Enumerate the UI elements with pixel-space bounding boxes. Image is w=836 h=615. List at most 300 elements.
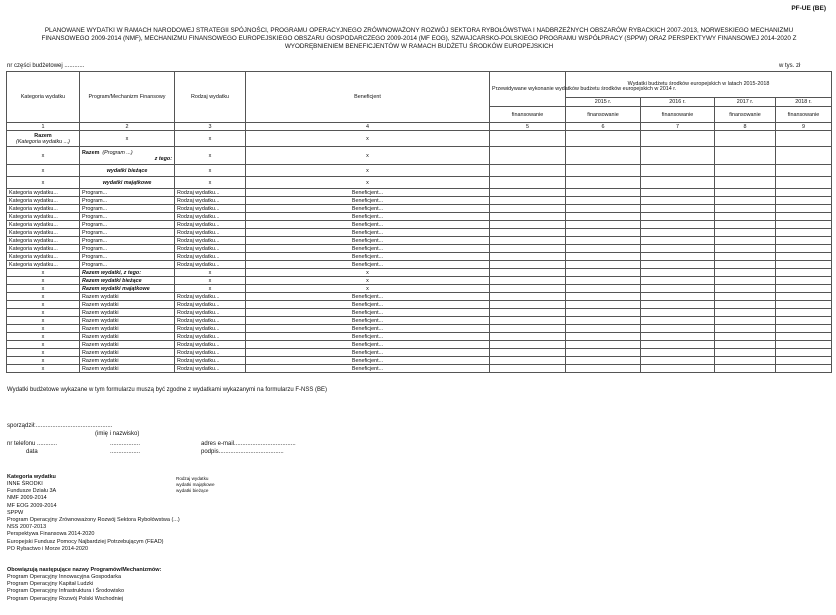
value-cell[interactable] bbox=[641, 229, 715, 237]
razem-detail-row bbox=[7, 341, 832, 349]
x-cell: x bbox=[7, 147, 80, 165]
x-cell: x bbox=[175, 277, 246, 285]
value-cell[interactable] bbox=[490, 341, 566, 349]
value-cell[interactable] bbox=[641, 213, 715, 221]
rodzaj-cell: Rodzaj wydatku... bbox=[175, 213, 246, 221]
value-cell[interactable] bbox=[776, 189, 832, 197]
x-cell: x bbox=[7, 365, 80, 373]
col-number: 8 bbox=[715, 123, 776, 131]
razem-cell: Razem wydatki bbox=[80, 293, 175, 301]
legend-program-heading: Obowiązują następujące nazwy Programów/Mechanizmów: bbox=[7, 567, 162, 573]
kategoria-cell: Kategoria wydatku... bbox=[7, 261, 80, 269]
summary-sub-label: (Kategoria wydatku ...) bbox=[16, 138, 70, 145]
email-label: adres e-mail..................................... bbox=[201, 441, 296, 447]
value-cell[interactable] bbox=[641, 285, 715, 293]
value-cell[interactable] bbox=[566, 333, 641, 341]
page-title bbox=[8, 27, 830, 51]
x-cell: x bbox=[7, 301, 80, 309]
value-cell[interactable] bbox=[490, 285, 566, 293]
value-cell[interactable] bbox=[776, 245, 832, 253]
col-number: 3 bbox=[175, 123, 246, 131]
value-cell[interactable] bbox=[776, 317, 832, 325]
value-cell[interactable] bbox=[715, 229, 776, 237]
legend-kategoria-item: NSS 2007-2013 bbox=[7, 524, 47, 531]
beneficjent-cell: Beneficjent... bbox=[246, 189, 490, 197]
expenditure-table bbox=[6, 71, 832, 373]
value-cell[interactable] bbox=[490, 147, 566, 165]
value-cell[interactable] bbox=[566, 325, 641, 333]
value-cell[interactable] bbox=[566, 261, 641, 269]
summary-row-majatkowe bbox=[7, 177, 832, 189]
summary-label: Razem bbox=[82, 149, 100, 156]
detail-row bbox=[7, 197, 832, 205]
value-cell[interactable] bbox=[776, 165, 832, 177]
value-cell[interactable] bbox=[490, 325, 566, 333]
razem-detail-row bbox=[7, 349, 832, 357]
x-cell: x bbox=[7, 309, 80, 317]
value-cell[interactable] bbox=[641, 205, 715, 213]
value-cell[interactable] bbox=[776, 269, 832, 277]
razem-cell: Razem wydatki bbox=[80, 357, 175, 365]
razem-detail-row bbox=[7, 365, 832, 373]
value-cell[interactable] bbox=[715, 189, 776, 197]
kategoria-cell: Kategoria wydatku... bbox=[7, 189, 80, 197]
value-cell[interactable] bbox=[715, 317, 776, 325]
value-cell[interactable] bbox=[715, 365, 776, 373]
value-cell[interactable] bbox=[715, 357, 776, 365]
legend-kategoria-item: Program Operacyjny Zrównoważony Rozwój Sektora Rybołówstwa (...) bbox=[7, 517, 180, 524]
kategoria-cell: Kategoria wydatku... bbox=[7, 205, 80, 213]
x-cell: x bbox=[246, 177, 490, 189]
value-cell[interactable] bbox=[715, 285, 776, 293]
header-year: 2017 r. bbox=[715, 97, 776, 106]
value-cell[interactable] bbox=[776, 177, 832, 189]
value-cell[interactable] bbox=[490, 261, 566, 269]
beneficjent-cell: Beneficjent... bbox=[246, 253, 490, 261]
col-number: 9 bbox=[776, 123, 832, 131]
header-beneficjent: Beneficjent bbox=[246, 72, 490, 123]
value-cell[interactable] bbox=[776, 229, 832, 237]
value-cell[interactable] bbox=[776, 341, 832, 349]
legend-rodzaj-list bbox=[176, 482, 215, 494]
value-cell[interactable] bbox=[641, 189, 715, 197]
legend-rodzaj bbox=[176, 476, 215, 494]
header-year: 2018 r. bbox=[776, 97, 832, 106]
value-cell[interactable] bbox=[490, 309, 566, 317]
x-cell: x bbox=[246, 277, 490, 285]
razem-detail-row bbox=[7, 301, 832, 309]
legend-program-list bbox=[7, 574, 161, 603]
value-cell[interactable] bbox=[715, 261, 776, 269]
value-cell[interactable] bbox=[490, 317, 566, 325]
value-cell[interactable] bbox=[641, 177, 715, 189]
col-number: 6 bbox=[566, 123, 641, 131]
rodzaj-cell: Rodzaj wydatku... bbox=[175, 357, 246, 365]
header-przewidywane: Przewidywane wykonanie wydatków budżetu środków europejskich w 2014 r. bbox=[490, 72, 566, 107]
x-cell: x bbox=[175, 131, 246, 147]
summary-row-biezace bbox=[7, 165, 832, 177]
rodzaj-cell: Rodzaj wydatku... bbox=[175, 325, 246, 333]
value-cell[interactable] bbox=[566, 245, 641, 253]
kategoria-cell: Kategoria wydatku... bbox=[7, 253, 80, 261]
prepared-by: sporządził:.............................................. bbox=[7, 423, 113, 429]
beneficjent-cell: Beneficjent... bbox=[246, 245, 490, 253]
header-finansowanie: finansowanie bbox=[490, 107, 566, 123]
legend-program-item: Program Operacyjny Innowacyjna Gospodarka bbox=[7, 574, 122, 580]
value-cell[interactable] bbox=[566, 189, 641, 197]
value-cell[interactable] bbox=[776, 293, 832, 301]
value-cell[interactable] bbox=[641, 253, 715, 261]
budget-part-label: nr części budżetowej ............ bbox=[7, 63, 85, 69]
x-cell: x bbox=[175, 285, 246, 293]
value-cell[interactable] bbox=[490, 221, 566, 229]
value-cell[interactable] bbox=[566, 349, 641, 357]
value-cell[interactable] bbox=[776, 365, 832, 373]
value-cell[interactable] bbox=[490, 333, 566, 341]
value-cell[interactable] bbox=[776, 213, 832, 221]
legend-kategoria-item: NMF 2009-2014 bbox=[7, 495, 47, 502]
value-cell[interactable] bbox=[715, 325, 776, 333]
detail-row bbox=[7, 213, 832, 221]
value-cell[interactable] bbox=[641, 357, 715, 365]
x-cell: x bbox=[80, 131, 175, 147]
col-number: 4 bbox=[246, 123, 490, 131]
rodzaj-cell: Rodzaj wydatku... bbox=[175, 221, 246, 229]
value-cell[interactable] bbox=[566, 341, 641, 349]
value-cell[interactable] bbox=[776, 309, 832, 317]
kategoria-cell: Kategoria wydatku... bbox=[7, 221, 80, 229]
value-cell[interactable] bbox=[641, 277, 715, 285]
form-code: PF-UE (BE) bbox=[791, 5, 826, 12]
beneficjent-cell: Beneficjent... bbox=[246, 301, 490, 309]
unit-label: w tys. zł bbox=[779, 63, 801, 69]
value-cell[interactable] bbox=[490, 177, 566, 189]
value-cell[interactable] bbox=[776, 277, 832, 285]
value-cell[interactable] bbox=[715, 341, 776, 349]
value-cell[interactable] bbox=[641, 269, 715, 277]
value-cell[interactable] bbox=[776, 357, 832, 365]
legend-rodzaj-heading: Rodzaj wydatku bbox=[176, 476, 209, 481]
value-cell[interactable] bbox=[776, 301, 832, 309]
program-cell: Program... bbox=[80, 197, 175, 205]
legend-kategoria-item: INNE ŚRODKI bbox=[7, 481, 43, 487]
beneficjent-cell: Beneficjent... bbox=[246, 349, 490, 357]
value-cell[interactable] bbox=[641, 147, 715, 165]
rodzaj-cell: Rodzaj wydatku... bbox=[175, 293, 246, 301]
consistency-note: Wydatki budżetowe wykazane w tym formularzu muszą być zgodne z wydatkami wykazanymi na formularzu F-NSS (BE) bbox=[7, 387, 328, 393]
razem-cell: Razem wydatki bbox=[80, 349, 175, 357]
value-cell[interactable] bbox=[566, 253, 641, 261]
detail-row bbox=[7, 229, 832, 237]
value-cell[interactable] bbox=[490, 189, 566, 197]
rodzaj-cell: Rodzaj wydatku... bbox=[175, 245, 246, 253]
program-cell: Program... bbox=[80, 237, 175, 245]
col-number: 5 bbox=[490, 123, 566, 131]
value-cell[interactable] bbox=[776, 285, 832, 293]
value-cell[interactable] bbox=[715, 277, 776, 285]
rodzaj-cell: Rodzaj wydatku... bbox=[175, 341, 246, 349]
value-cell[interactable] bbox=[490, 365, 566, 373]
detail-row bbox=[7, 205, 832, 213]
x-cell: x bbox=[7, 333, 80, 341]
value-cell[interactable] bbox=[641, 165, 715, 177]
value-cell[interactable] bbox=[715, 309, 776, 317]
beneficjent-cell: Beneficjent... bbox=[246, 237, 490, 245]
program-cell: Program... bbox=[80, 205, 175, 213]
value-cell[interactable] bbox=[715, 177, 776, 189]
header-row bbox=[7, 72, 832, 98]
value-cell[interactable] bbox=[715, 349, 776, 357]
detail-row bbox=[7, 237, 832, 245]
value-cell[interactable] bbox=[776, 349, 832, 357]
value-cell[interactable] bbox=[490, 131, 566, 147]
value-cell[interactable] bbox=[566, 165, 641, 177]
value-cell[interactable] bbox=[641, 221, 715, 229]
beneficjent-cell: Beneficjent... bbox=[246, 205, 490, 213]
beneficjent-cell: Beneficjent... bbox=[246, 325, 490, 333]
legend-program-item: Program Operacyjny Kapitał Ludzki bbox=[7, 581, 94, 588]
column-number-row bbox=[7, 123, 832, 131]
value-cell[interactable] bbox=[566, 147, 641, 165]
x-cell: x bbox=[7, 325, 80, 333]
value-cell[interactable] bbox=[776, 221, 832, 229]
value-cell[interactable] bbox=[490, 293, 566, 301]
value-cell[interactable] bbox=[566, 205, 641, 213]
value-cell[interactable] bbox=[566, 317, 641, 325]
value-cell[interactable] bbox=[566, 357, 641, 365]
value-cell[interactable] bbox=[566, 229, 641, 237]
rodzaj-cell: Rodzaj wydatku... bbox=[175, 365, 246, 373]
value-cell[interactable] bbox=[776, 253, 832, 261]
value-cell[interactable] bbox=[641, 301, 715, 309]
summary-row-program bbox=[7, 147, 832, 165]
value-cell[interactable] bbox=[715, 293, 776, 301]
value-cell[interactable] bbox=[715, 301, 776, 309]
x-cell: x bbox=[7, 341, 80, 349]
program-cell: Program... bbox=[80, 253, 175, 261]
value-cell[interactable] bbox=[566, 269, 641, 277]
summary-biezace-label: wydatki bieżące bbox=[80, 165, 175, 177]
value-cell[interactable] bbox=[490, 253, 566, 261]
legend-kategoria-item: PO Rybactwo i Morze 2014-2020 bbox=[7, 545, 89, 552]
value-cell[interactable] bbox=[490, 213, 566, 221]
value-cell[interactable] bbox=[641, 333, 715, 341]
rodzaj-cell: Rodzaj wydatku... bbox=[175, 189, 246, 197]
beneficjent-cell: Beneficjent... bbox=[246, 221, 490, 229]
value-cell[interactable] bbox=[566, 365, 641, 373]
col-number: 2 bbox=[80, 123, 175, 131]
value-cell[interactable] bbox=[715, 197, 776, 205]
rodzaj-cell: Rodzaj wydatku... bbox=[175, 261, 246, 269]
x-cell: x bbox=[7, 269, 80, 277]
summary-sub-label: (Program ...) bbox=[102, 149, 133, 156]
razem-detail-row bbox=[7, 309, 832, 317]
beneficjent-cell: Beneficjent... bbox=[246, 293, 490, 301]
beneficjent-cell: Beneficjent... bbox=[246, 341, 490, 349]
razem-majatkowe-label: Razem wydatki majątkowe bbox=[80, 285, 175, 293]
value-cell[interactable] bbox=[490, 165, 566, 177]
value-cell[interactable] bbox=[715, 131, 776, 147]
summary-row-kategoria bbox=[7, 131, 832, 147]
legend-kategoria-item: MF EOG 2009-2014 bbox=[7, 502, 57, 509]
value-cell[interactable] bbox=[715, 333, 776, 341]
value-cell[interactable] bbox=[566, 197, 641, 205]
value-cell[interactable] bbox=[566, 301, 641, 309]
value-cell[interactable] bbox=[715, 237, 776, 245]
razem-cell: Razem wydatki bbox=[80, 325, 175, 333]
legend-program-item: Program Operacyjny Infrastruktura i Środowisko bbox=[7, 588, 125, 595]
razem-cell: Razem wydatki bbox=[80, 333, 175, 341]
value-cell[interactable] bbox=[490, 277, 566, 285]
value-cell[interactable] bbox=[715, 165, 776, 177]
legend-rodzaj-item: wydatki majątkowe bbox=[176, 482, 215, 487]
legend-kategoria-item: Perspektywa Finansowa 2014-2020 bbox=[7, 531, 95, 538]
col-number: 7 bbox=[641, 123, 715, 131]
beneficjent-cell: Beneficjent... bbox=[246, 357, 490, 365]
value-cell[interactable] bbox=[490, 197, 566, 205]
value-cell[interactable] bbox=[566, 177, 641, 189]
value-cell[interactable] bbox=[776, 333, 832, 341]
x-cell: x bbox=[7, 277, 80, 285]
value-cell[interactable] bbox=[490, 245, 566, 253]
value-cell[interactable] bbox=[641, 131, 715, 147]
value-cell[interactable] bbox=[715, 269, 776, 277]
legend-kategoria-heading: Kategoria wydatku bbox=[7, 474, 56, 480]
value-cell[interactable] bbox=[641, 245, 715, 253]
razem-cell: Razem wydatki bbox=[80, 301, 175, 309]
header-year: 2015 r. bbox=[566, 97, 641, 106]
value-cell[interactable] bbox=[641, 309, 715, 317]
value-cell[interactable] bbox=[776, 261, 832, 269]
x-cell: x bbox=[7, 285, 80, 293]
header-finansowanie: finansowanie bbox=[566, 107, 641, 123]
summary-kategoria-cell bbox=[7, 131, 80, 147]
phone-label: nr telefonu ............ bbox=[7, 441, 58, 447]
program-cell: Program... bbox=[80, 245, 175, 253]
beneficjent-cell: Beneficjent... bbox=[246, 229, 490, 237]
header-year: 2016 r. bbox=[641, 97, 715, 106]
program-cell: Program... bbox=[80, 229, 175, 237]
value-cell[interactable] bbox=[715, 245, 776, 253]
date-dots: .................. bbox=[110, 449, 141, 455]
detail-row bbox=[7, 189, 832, 197]
rodzaj-cell: Rodzaj wydatku... bbox=[175, 349, 246, 357]
header-finansowanie: finansowanie bbox=[641, 107, 715, 123]
x-cell: x bbox=[175, 147, 246, 165]
value-cell[interactable] bbox=[776, 325, 832, 333]
header-kategoria: Kategoria wydatku bbox=[7, 72, 80, 123]
summary-label: Razem bbox=[34, 132, 52, 139]
value-cell[interactable] bbox=[641, 317, 715, 325]
value-cell[interactable] bbox=[776, 131, 832, 147]
kategoria-cell: Kategoria wydatku... bbox=[7, 213, 80, 221]
x-cell: x bbox=[246, 147, 490, 165]
value-cell[interactable] bbox=[641, 293, 715, 301]
value-cell[interactable] bbox=[490, 349, 566, 357]
value-cell[interactable] bbox=[641, 341, 715, 349]
legend-kategoria-item: Fundusze Działu 3A bbox=[7, 488, 57, 495]
value-cell[interactable] bbox=[566, 293, 641, 301]
value-cell[interactable] bbox=[715, 147, 776, 165]
value-cell[interactable] bbox=[566, 213, 641, 221]
header-wydatki-lata: Wydatki budżetu środków europejskich w latach 2015-2018 bbox=[566, 72, 832, 98]
razem-summary-row bbox=[7, 285, 832, 293]
legend-kategoria bbox=[7, 474, 180, 553]
value-cell[interactable] bbox=[566, 221, 641, 229]
legend-program-item: Program Operacyjny Rozwój Polski Wschodniej bbox=[7, 595, 124, 602]
razem-summary-row bbox=[7, 277, 832, 285]
value-cell[interactable] bbox=[641, 325, 715, 333]
value-cell[interactable] bbox=[566, 131, 641, 147]
razem-detail-row bbox=[7, 317, 832, 325]
value-cell[interactable] bbox=[490, 357, 566, 365]
kategoria-cell: Kategoria wydatku... bbox=[7, 229, 80, 237]
x-cell: x bbox=[7, 349, 80, 357]
value-cell[interactable] bbox=[490, 269, 566, 277]
x-cell: x bbox=[7, 177, 80, 189]
x-cell: x bbox=[175, 269, 246, 277]
program-cell: Program... bbox=[80, 213, 175, 221]
rodzaj-cell: Rodzaj wydatku... bbox=[175, 253, 246, 261]
legend-kategoria-list bbox=[7, 481, 180, 553]
detail-row bbox=[7, 221, 832, 229]
summary-majatkowe-label: wydatki majątkowe bbox=[80, 177, 175, 189]
beneficjent-cell: Beneficjent... bbox=[246, 365, 490, 373]
value-cell[interactable] bbox=[641, 365, 715, 373]
rodzaj-cell: Rodzaj wydatku... bbox=[175, 309, 246, 317]
value-cell[interactable] bbox=[776, 197, 832, 205]
value-cell[interactable] bbox=[715, 253, 776, 261]
value-cell[interactable] bbox=[641, 349, 715, 357]
date-label: data bbox=[26, 449, 38, 455]
x-cell: x bbox=[7, 357, 80, 365]
x-cell: x bbox=[246, 285, 490, 293]
program-cell: Program... bbox=[80, 261, 175, 269]
value-cell[interactable] bbox=[566, 309, 641, 317]
header-finansowanie: finansowanie bbox=[776, 107, 832, 123]
razem-biezace-label: Razem wydatki bieżące bbox=[80, 277, 175, 285]
rodzaj-cell: Rodzaj wydatku... bbox=[175, 301, 246, 309]
value-cell[interactable] bbox=[715, 221, 776, 229]
value-cell[interactable] bbox=[641, 197, 715, 205]
value-cell[interactable] bbox=[715, 205, 776, 213]
value-cell[interactable] bbox=[490, 237, 566, 245]
value-cell[interactable] bbox=[776, 205, 832, 213]
x-cell: x bbox=[175, 177, 246, 189]
rodzaj-cell: Rodzaj wydatku... bbox=[175, 237, 246, 245]
beneficjent-cell: Beneficjent... bbox=[246, 317, 490, 325]
value-cell[interactable] bbox=[490, 301, 566, 309]
razem-cell: Razem wydatki bbox=[80, 317, 175, 325]
x-cell: x bbox=[7, 165, 80, 177]
header-program: Program/Mechanizm Finansowy bbox=[80, 72, 175, 123]
rodzaj-cell: Rodzaj wydatku... bbox=[175, 205, 246, 213]
value-cell[interactable] bbox=[641, 261, 715, 269]
value-cell[interactable] bbox=[776, 147, 832, 165]
beneficjent-cell: Beneficjent... bbox=[246, 309, 490, 317]
value-cell[interactable] bbox=[490, 205, 566, 213]
header-finansowanie: finansowanie bbox=[715, 107, 776, 123]
value-cell[interactable] bbox=[566, 285, 641, 293]
value-cell[interactable] bbox=[641, 237, 715, 245]
value-cell[interactable] bbox=[566, 277, 641, 285]
value-cell[interactable] bbox=[715, 213, 776, 221]
value-cell[interactable] bbox=[776, 237, 832, 245]
value-cell[interactable] bbox=[490, 229, 566, 237]
value-cell[interactable] bbox=[566, 237, 641, 245]
kategoria-cell: Kategoria wydatku... bbox=[7, 197, 80, 205]
detail-row bbox=[7, 245, 832, 253]
